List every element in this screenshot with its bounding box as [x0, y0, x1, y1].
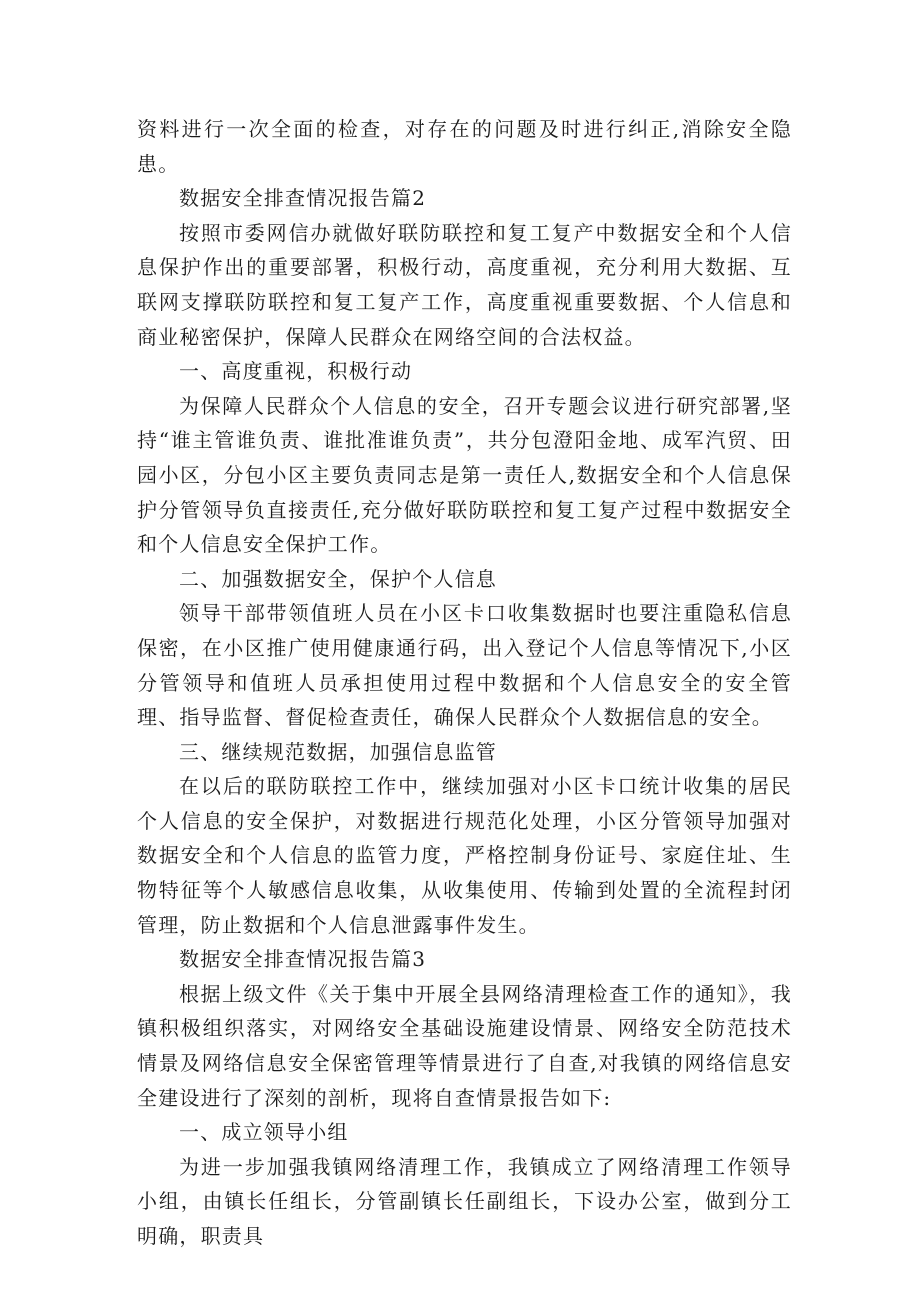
paragraph: 在以后的联防联控工作中，继续加强对小区卡口统计收集的居民个人信息的安全保护，对数据进行规范化处理，小区分管领导加强对数据安全和个人信息的监管力度，严格控制身份证号、家庭住址、生物特征等个人敏感信息收集，从收集使用、传输到处置的全流程封闭管理，防止数据和个人信息泄露事件发生。 [137, 774, 792, 937]
section-title-2: 数据安全排查情况报告篇2 [179, 186, 427, 211]
paragraph-continued: 资料进行一次全面的检查，对存在的问题及时进行纠正,消除安全隐患。 [137, 117, 792, 176]
paragraph: 根据上级文件《关于集中开展全县网络清理检查工作的通知》，我镇积极组织落实，对网络安全基础设施建设情景、网络安全防范技术情景及网络信息安全保密管理等情景进行了自查,对我镇的网络信息安全建设进行了深刻的剖析，现将自查情景报告如下: [137, 981, 792, 1110]
subheading: 三、继续规范数据，加强信息监管 [179, 739, 497, 764]
paragraph: 领导干部带领值班人员在小区卡口收集数据时也要注重隐私信息保密，在小区推广使用健康通行码，出入登记个人信息等情况下,小区分管领导和值班人员承担使用过程中数据和个人信息安全的安全管理、指导监督、督促检查责任，确保人民群众个人数据信息的安全。 [137, 601, 792, 730]
subheading: 二、加强数据安全，保护个人信息 [179, 566, 497, 591]
subheading: 一、成立领导小组 [179, 1120, 349, 1145]
document-body [137, 112, 792, 1254]
subheading: 一、高度重视，积极行动 [179, 359, 413, 384]
section-title-3: 数据安全排查情况报告篇3 [179, 947, 427, 972]
paragraph: 按照市委网信办就做好联防联控和复工复产中数据安全和个人信息保护作出的重要部署，积极行动，高度重视，充分利用大数据、互联网支撑联防联控和复工复产工作，高度重视重要数据、个人信息和商业秘密保护，保障人民群众在网络空间的合法权益。 [137, 220, 792, 349]
paragraph: 为保障人民群众个人信息的安全，召开专题会议进行研究部署,坚持“谁主管谁负责、谁批准谁负责”，共分包澄阳金地、成军汽贸、田园小区，分包小区主要负责同志是第一责任人,数据安全和个人信息保护分管领导负直接责任,充分做好联防联控和复工复产过程中数据安全和个人信息安全保护工作。 [137, 393, 792, 557]
paragraph: 为进一步加强我镇网络清理工作，我镇成立了网络清理工作领导小组，由镇长任组长，分管副镇长任副组长，下设办公室，做到分工明确，职责具 [137, 1154, 792, 1248]
